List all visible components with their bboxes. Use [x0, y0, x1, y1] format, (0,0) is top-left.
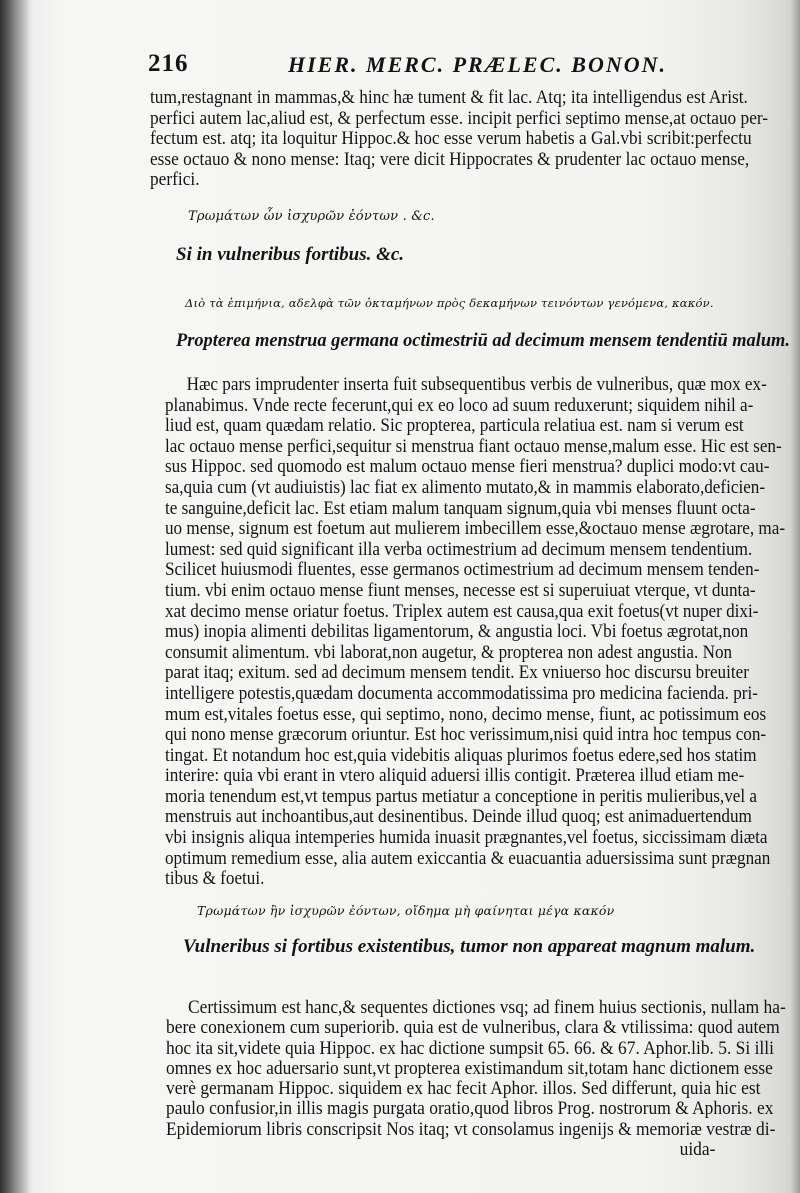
- text-line: omnes ex hoc aduersario sunt,vt propterea existimandum sit,totam hanc dictionem esse: [166, 1057, 773, 1079]
- text-line: fectum est. atq; ita loquitur Hippoc.& hoc esse verum habetis a Gal.vbi scribit:perfectu: [150, 128, 752, 149]
- text-line: Certissimum est hanc,& sequentes dictiones vsq; ad finem huius sectionis, nullam ha-: [188, 997, 786, 1018]
- text-line: perfici.: [150, 169, 200, 190]
- latin-lemma-heading: Propterea menstrua germana octimestriū ad decimum mensem tendentiū malum.: [176, 330, 790, 351]
- commentary-paragraph: [166, 998, 800, 1160]
- text-line: tium. vbi enim octauo mense fiunt menses, necesse est si superuiuat vterque, vt dunta-: [165, 579, 756, 601]
- text-line: sus Hippoc. sed quomodo est malum octauo mense fieri menstrua? duplici modo:vt cau-: [165, 456, 770, 478]
- text-line: planabimus. Vnde recte fecerunt,qui ex eo loco ad suum reduxerunt; siquidem nihil a-: [165, 394, 754, 416]
- text-line: Hæc pars imprudenter inserta fuit subsequentibus verbis de vulneribus, quæ mox ex-: [186, 374, 767, 395]
- page-number: 216: [148, 50, 189, 77]
- text-line: Scilicet huiusmodi fluentes, esse germanos octimestrium ad decimum mensem tenden-: [165, 559, 760, 581]
- text-line: tibus & foetui.: [165, 868, 265, 890]
- greek-lemma: Τρωμάτων ἢν ἰσχυρῶν ἐόντων, οἴδημα μὴ φαίνηται μέγα κακόν: [197, 903, 615, 918]
- text-line: perfici autem lac,aliud est, & perfectum esse. incipit perfici septimo mense,at octauo per-: [150, 107, 769, 129]
- text-line: mus) inopia alimenti debilitas ligamentorum, & angustia loci. Vbi foetus ægrotat,non: [165, 621, 749, 643]
- text-line: lac octauo mense perfici,sequitur si menstrua fiant octauo mense,malum esse. Hic est sen-: [165, 435, 782, 457]
- text-line: Epidemiorum libris conscripsit Nos itaq; vt consolamus ingenijs & memoriæ vestræ di-: [166, 1118, 776, 1140]
- text-line: te sanguine,deficit lac. Est etiam malum tanquam signum,quia vbi menses fluunt octa-: [165, 497, 756, 519]
- text-line: bere conexionem cum superiorib. quia est de vulneribus, clara & vtilissima: quod autem: [166, 1017, 780, 1039]
- gutter-shadow: [0, 0, 30, 1193]
- text-line: consumit alimentum. vbi laborat,non augetur, & propterea non adest angustia. Non: [165, 641, 733, 663]
- text-line: esse octauo & nono mense: Itaq; vere dicit Hippocrates & prudenter lac octauo mense,: [150, 148, 750, 170]
- greek-lemma: Διὸ τὰ ἐπιμήνια, αδελφὰ τῶν ὀκταμήνων πρὸς δεκαμήνων τεινόντων γενόμενα, κακόν.: [185, 296, 714, 310]
- greek-lemma: Τρωμάτων ὧν ἰσχυρῶν ἐόντων . &c.: [188, 209, 435, 224]
- text-line: intelligere potestis,quædam documenta accommodatissima pro medicina facienda. pri-: [165, 682, 758, 704]
- text-line: optimum remedium esse, alia autem exiccantia & euacuantia aduersissima sunt prægnan: [165, 847, 771, 869]
- text-line: hoc ita sit,videte quia Hippoc. ex hac dictione sumpsit 65. 66. & 67. Aphor.lib. 5. Si illi: [166, 1037, 774, 1059]
- latin-lemma-heading: Si in vulneribus fortibus. &c.: [176, 244, 405, 265]
- text-line: sa,quia cum (vt audiuistis) lac fiat ex alimento mutato,& in mammis elaborato,deficien-: [165, 476, 766, 498]
- running-head: HIER. MERC. PRÆLEC. BONON.: [288, 52, 667, 77]
- text-line: tingat. Et notandum hoc est,quia videbitis aliquas plurimos foetus edere,sed hos statim: [165, 744, 757, 766]
- text-line: parat itaq; exitum. sed ad decimum mensem tendit. Ex vniuerso hoc discursu breuiter: [165, 662, 749, 684]
- text-line: verè germanam Hippoc. siquidem ex hac fecit Aphor. illos. Sed differunt, quia hic est: [166, 1078, 761, 1100]
- paragraph-continuation: [150, 88, 800, 191]
- catchword: uida-: [679, 1139, 716, 1161]
- text-line: lumest: sed quid significant illa verba octimestrium ad decimum mensem tendentium.: [165, 538, 753, 560]
- text-line: liud est, quam quædam relatio. Sic propterea, particula relatiua est. nam si verum est: [165, 415, 744, 437]
- text-line: menstruis aut inchoantibus,aut desinentibus. Deinde illud quoq; est animaduertendum: [165, 806, 752, 828]
- text-line: xat decimo mense oriatur foetus. Triplex autem est causa,qua exit foetus(vt nuper dixi-: [165, 600, 759, 622]
- text-line: mum est,vitales foetus esse, qui septimo, nono, decimo mense, fiunt, ac potissimum eos: [165, 703, 767, 725]
- latin-lemma-heading: Vulneribus si fortibus existentibus, tumor non appareat magnum malum.: [183, 936, 756, 957]
- text-line: qui nono mense græcorum oriuntur. Est hoc verissimum,nisi quid intra hoc tempus con-: [165, 724, 767, 746]
- commentary-paragraph: [165, 375, 800, 890]
- page-header: [148, 50, 708, 84]
- text-line: vbi insignis aliqua intemperies humida inuasit prægnantes,vel foetus, siccissimam diæta: [165, 827, 768, 849]
- text-line: tum,restagnant in mammas,& hinc hæ tument & fit lac. Atq; ita intelligendus est Arist.: [150, 87, 748, 108]
- text-line: paulo confusior,in illis magis purgata oratio,quod libros Prog. nostrorum & Aphoris. ex: [166, 1098, 774, 1120]
- text-line: interire: quia vbi erant in vtero aliquid aduersi illis contigit. Præterea illud etiam me-: [165, 765, 745, 787]
- text-line: moria tenendum est,vt tempus partus metiatur a conceptione in peritis mulieribus,vel a: [165, 785, 758, 807]
- text-line: uo mense, signum est foetum aut mulierem imbecillem esse,&octauo mense ægrotare, ma-: [165, 518, 786, 540]
